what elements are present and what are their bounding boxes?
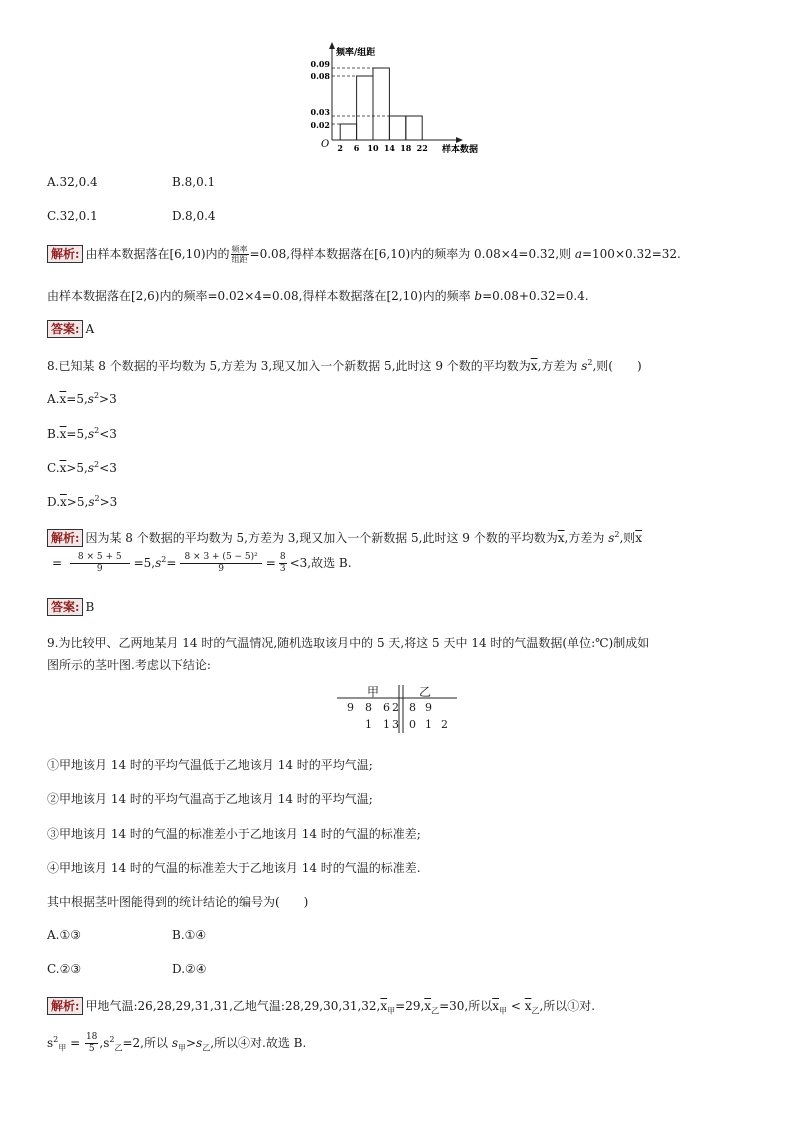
stem-leaf-header-jia: 甲 <box>367 685 380 699</box>
stem: 2 <box>392 701 399 714</box>
q9-option-d[interactable]: D.②④ <box>172 962 207 976</box>
x-tick-label: 10 <box>367 143 379 153</box>
fraction: $\frac{8}{3}$ <box>279 552 286 574</box>
q9-conclusion-1: ①甲地该月 14 时的平均气温低于乙地该月 14 时的平均气温; <box>47 758 373 772</box>
q7-answer <box>47 320 94 338</box>
stem: 3 <box>392 718 399 731</box>
answer-value: B <box>85 600 95 614</box>
q8-stem: 8.已知某 8 个数据的平均数为 5,方差为 3,现又加入一个新数据 5,此时这 9 个数的平均数为$\overline{x}$,方差为 $s^2$,则( ) <box>47 358 642 373</box>
variable-a: a <box>574 247 582 261</box>
x-tick-label: 2 <box>337 143 343 153</box>
leaf: 6 <box>383 701 390 714</box>
q7-sol-text: 由样本数据落在[2,6)内的频率=0.02×4=0.08,得样本数据落在[2,10)内的频率 <box>47 289 475 303</box>
q9-stem-line1: 9.为比较甲、乙两地某月 14 时的气温情况,随机选取该月中的 5 天,将这 5 天中 14 时的气温数据(单位:℃)制成如 <box>47 636 650 650</box>
histogram-bar-[6,10) <box>357 76 373 140</box>
q9-option-a[interactable]: A.①③ <box>47 928 81 942</box>
stem-leaf-plot <box>335 683 460 735</box>
fraction: $\frac{\text{频率}}{\text{组距}}$ <box>231 245 248 264</box>
histogram-bar-[14,18) <box>389 116 405 140</box>
fraction: $\frac{18}{5}$ <box>85 1032 98 1054</box>
q9-stem-line2: 图所示的茎叶图.考虑以下结论: <box>47 658 211 672</box>
solution-label: 解析: <box>47 245 83 263</box>
x-tick-label: 22 <box>416 143 428 153</box>
y-tick-label: 0.03 <box>310 107 330 117</box>
histogram-bar-[10,14) <box>373 68 389 140</box>
leaf: 8 <box>409 701 416 714</box>
y-axis-label: 频率/组距 <box>336 48 376 58</box>
leaf: 8 <box>365 701 372 714</box>
q9-solution-line1: 解析: 甲地气温:26,28,29,31,31,乙地气温$:28,29,30,31,32,\overline{x}_甲=29,\overline{x}_乙=30$,所以$\overline{x}_甲 < \overline{x}_乙$,所以①对. <box>47 997 595 1016</box>
x-tick-label: 14 <box>383 143 395 153</box>
q7-option-c[interactable]: C.32,0.1 <box>47 209 98 223</box>
frequency-histogram <box>300 40 500 160</box>
q7-option-d[interactable]: D.8,0.4 <box>172 209 216 223</box>
stem-leaf-header-yi: 乙 <box>419 685 432 699</box>
fraction: $\frac{8 \times 5 + 5}{9}$ <box>70 552 130 575</box>
leaf: 1 <box>425 718 432 731</box>
q8-solution-line1: 解析: 因为某 8 个数据的平均数为 5,方差为 3,现又加入一个新数据 5,此时这 9 个数的平均数为$\overline{x}$,方差为 $s^2$,则$\overline{x}$ <box>47 529 642 547</box>
y-tick-label: 0.09 <box>310 59 330 69</box>
q9-conclusion-3: ③甲地该月 14 时的气温的标准差小于乙地该月 14 时的气温的标准差; <box>47 827 421 841</box>
q7-sol-text: 由样本数据落在[6,10)内的 <box>85 247 230 261</box>
answer-label: 答案: <box>47 320 83 338</box>
y-tick-label: 0.08 <box>310 71 330 81</box>
q7-option-a[interactable]: A.32,0.4 <box>47 175 98 189</box>
histogram-bar-[2,6) <box>340 124 356 140</box>
answer-label: 答案: <box>47 598 83 616</box>
x-tick-label: 6 <box>353 143 360 153</box>
q9-option-c[interactable]: C.②③ <box>47 962 82 976</box>
q8-option-b[interactable]: $B.\overline{x}=5,s^2<3$ <box>47 426 117 441</box>
leaf: 2 <box>441 718 448 731</box>
q7-option-b[interactable]: B.8,0.1 <box>172 175 216 189</box>
solution-label: 解析: <box>47 997 83 1015</box>
leaf: 9 <box>425 701 432 714</box>
q8-option-c[interactable]: $C.\overline{x}>5,s^2<3$ <box>47 460 117 475</box>
q8-option-a[interactable]: $A.\overline{x}=5,s^2>3$ <box>47 391 117 406</box>
leaf: 0 <box>409 718 416 731</box>
x-axis-label: 样本数据 <box>442 145 479 155</box>
fraction: $\frac{\text{8 × 3 + (5 − 5)²}}{9}$ <box>180 552 261 575</box>
q8-solution-line2: = $\frac{8 \times 5 + 5}{9}$ $=5,s^2=$ $\frac{\text{8 × 3 + (5 − 5)²}}{9}$ = $\frac{8}{3}$ <3,故选 B. <box>52 552 352 574</box>
leaf: 1 <box>383 718 390 731</box>
histogram-bar-[18,22) <box>406 116 422 140</box>
q9-question: 其中根据茎叶图能得到的统计结论的编号为( ) <box>47 895 309 909</box>
x-bar: $\overline{x}$ <box>530 359 538 373</box>
q9-conclusion-4: ④甲地该月 14 时的气温的标准差大于乙地该月 14 时的气温的标准差. <box>47 861 421 875</box>
solution-label: 解析: <box>47 529 83 547</box>
answer-value: A <box>85 322 95 336</box>
q7-sol-text: =0.08,得样本数据落在[6,10)内的频率为 0.08×4=0.32,则 <box>249 247 575 261</box>
q9-solution-line2: $s^2_甲$ = $\frac{18}{5}$ $,s^2_乙=2$,所以 $s_甲>s_乙$,所以④对.故选 B. <box>47 1032 307 1054</box>
y-axis-arrow <box>329 42 335 49</box>
q7-sol-text: =100×0.32=32. <box>581 247 681 261</box>
q8-option-d[interactable]: $D.\overline{x}>5,s^2>3$ <box>47 494 118 509</box>
x-axis-arrow <box>456 137 463 143</box>
q9-option-b[interactable]: B.①④ <box>172 928 207 942</box>
leaf: 1 <box>365 718 372 731</box>
y-tick-label: 0.02 <box>310 120 330 130</box>
q9-conclusion-2: ②甲地该月 14 时的平均气温高于乙地该月 14 时的平均气温; <box>47 792 373 806</box>
x-tick-label: 18 <box>400 143 412 153</box>
q7-solution-line2 <box>47 287 589 304</box>
leaf: 9 <box>347 701 354 714</box>
variable-b: b <box>474 289 483 303</box>
q7-solution-line1 <box>47 245 681 264</box>
q8-answer <box>47 598 94 616</box>
origin-label: O <box>321 139 330 150</box>
q7-sol-text: =0.08+0.32=0.4. <box>482 289 589 303</box>
